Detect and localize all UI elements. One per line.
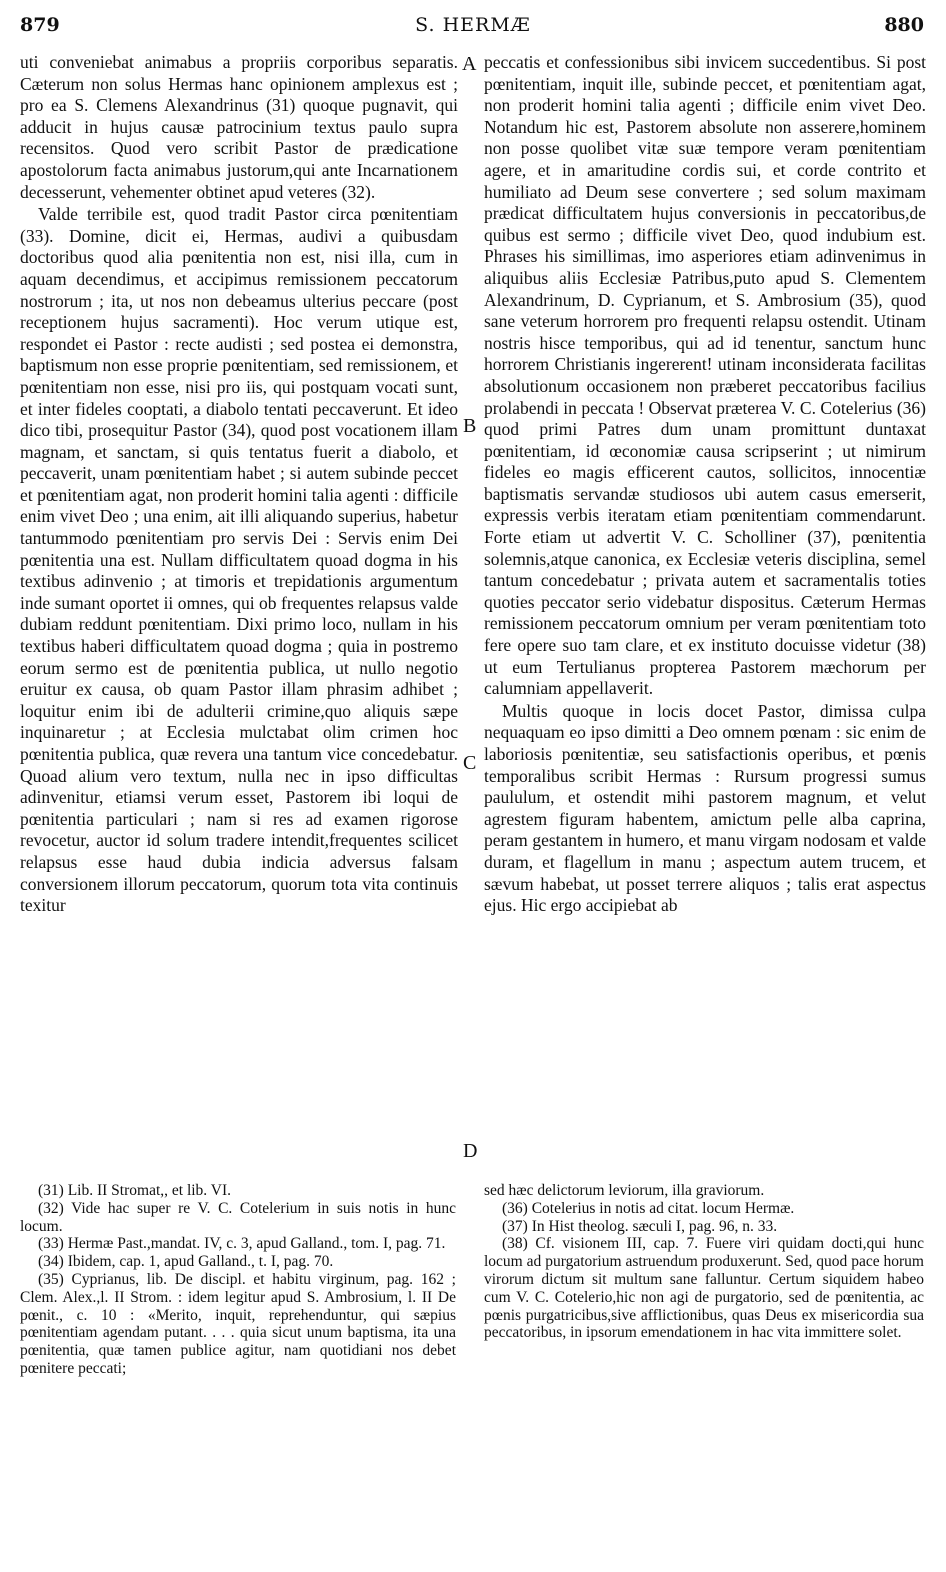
- page-number-right: 880: [884, 14, 924, 36]
- footnote-35: (35) Cyprianus, lib. De discipl. et habitu virginum, pag. 162 ; Clem. Alex.,l. II Strom. : idem legitur apud S. Ambrosium, l. II De pœnit., c. 10 : «Merito, inquit, reprehenduntur, qui sæpius pœnitentiam agendam putant. . . . quia sicut unum baptisma, ita una pœnitentia, quæ tamen publice agitur, nam quotidiani nos debet pœnitere peccati;: [20, 1270, 456, 1377]
- right-column: [484, 52, 926, 917]
- footnote-36: (36) Cotelerius in notis ad citat. locum Hermæ.: [502, 1199, 795, 1217]
- footnote-35-continued: sed hæc delictorum leviorum, illa graviorum.: [484, 1182, 765, 1199]
- page-number-left: 879: [20, 14, 60, 36]
- right-paragraph-1: peccatis et confessionibus sibi invicem succedentibus. Si post pœnitentiam, inquit ille, subinde peccet, et pœnitentiam agat, non proderit homini talia agenti ; difficile enim vivet Deo. Notandum hic est, Pastorem absolute non asserere,hominem non posse quolibet vitæ suæ tempore veram pœnitentiam agere, et in amaritudine cordis sui, et corde contrito et humiliato ad Deum sese convertere ; sed solum maximam prædicat difficultatem hujus conversionis in peccatoribus,de quibus est sermo ; difficile vivet Deo, quod indubium est. Phrases his simillimas, imo asperiores etiam adinvenimus in aliquibus aliis Ecclesiæ Patribus,puto apud S. Clementem Alexandrinum, D. Cyprianum, et S. Ambrosium (35), quod sane veterum horrorem pro frequenti relapsu ostendit. Utinam nostris hisce temporibus, qui ad id tenentur, sanctum hunc horrorem Christianis ingererent! utinam inconsiderata facilitas absolutionum occasionem non præberet peccatoribus facilius prolabendi in peccata ! Observat præterea V. C. Cotelerius (36) quod primi Patres dum unam promittunt duntaxat pœnitentiam, id œconomiæ causa scripserint ; ut nimirum fideles eo magis efficerent cautos, sollicitos, innocentiæ baptismatis servandæ studiosos ubi autem casus emerserit, expressis verbis iteratam etiam pœnitentiam commendarunt. Forte etiam ut advertit V. C. Scholliner (37), pœnitentia solemnis,atque canonica, ex Ecclesiæ veteris disciplina, semel tantum concedebatur ; privata autem et sacramentalis toties quoties peccator serio videbatur dispositus. Cæterum Hermas remissionem peccatorum omnium per veram pœnitentiam toto fere opere suo tam clare, et ex instituto docuisse videtur (38) ut eum Tertulianus propterea Pastorem mæchorum per calumniam appellaverit.: [484, 52, 926, 699]
- right-paragraph-2: Multis quoque in locis docet Pastor, dimissa culpa nequaquam eo ipso dimitti a Deo omnem pœnam : sic enim de laboriosis pœnitentiæ, seu satisfactionis operibus, et pœnis temporalibus scribit Hermas : Rursum progressi sumus paululum, et ostendit mihi pastorem magnum, et velut agrestem figuram habentem, amictum pelle alba caprina, peram gestantem in humero, et manu virgam nodosam et valde duram, et flagellum in manu ; aspectum autem trucem, et sævum habebat, ut posset terrere aliquos ; talis erat aspectus ejus. Hic ergo accipiebat ab: [484, 700, 926, 916]
- running-head: S. HERMÆ: [415, 14, 531, 36]
- footnote-38: (38) Cf. visionem III, cap. 7. Fuere viri quidam docti,qui hunc locum ad purgatorium astruendum produxerunt. Sed, quod pace horum virorum dictum sit multum sane falluntur. Certum siquidem habeo cum V. C. Cotelerio,hic non agi de purgatorio, sed de pœnitentia, ac pœnis purgatricibus,sive afflictionibus, quas Deus ex misericordia sua peccatoribus, in ipsorum emendationem in hac vita immittere solet.: [484, 1235, 924, 1342]
- margin-letter-d: D: [463, 1140, 478, 1162]
- footnote-33: (33) Hermæ Past.,mandat. IV, c. 3, apud Galland., tom. I, pag. 71.: [38, 1235, 446, 1253]
- left-paragraph-1: uti conveniebat animabus a propriis corporibus separatis. Cæterum non solus Hermas hanc opinionem amplexus est ; pro ea S. Clemens Alexandrinus (31) quoque pugnavit, qui adducit in hujus causæ patrocinium textus paulo supra recensitos. Quod vero scribit Pastor de prædicatione apostolorum facta animabus justorum,qui ante Incarnationem decesserunt, vehementer obtinet apud veteres (32).: [20, 52, 458, 202]
- footnotes-right: [484, 1182, 924, 1342]
- footnote-34: (34) Ibidem, cap. 1, apud Galland., t. I, pag. 70.: [38, 1253, 334, 1271]
- margin-letter-a: A: [462, 53, 477, 75]
- footnote-37: (37) In Hist theolog. sæculi I, pag. 96, n. 33.: [502, 1217, 778, 1235]
- margin-letter-b: B: [463, 415, 477, 437]
- footnote-31: (31) Lib. II Stromat,, et lib. VI.: [38, 1182, 232, 1199]
- left-paragraph-2: Valde terribile est, quod tradit Pastor circa pœnitentiam (33). Domine, dicit ei, Hermas, audivi a quibusdam doctoribus quod alia pœnitentia non est, nisi illa, cum in aquam decendimus, et accipimus remissionem peccatorum nostrorum ; ita, ut nos non debeamus ulterius peccare (post receptionem hujus sacramenti). Hoc verum utique est, respondet ei Pastor : recte audisti ; sed postea ei demonstra, baptismum non esse proprie pœnitentiam, sed remissionem, et pœnitentiam non esse, nisi pro iis, qui postquam vocati sunt, et inter fideles cooptati, a diabolo tentati peccaverunt. Et ideo dico tibi, prosequitur Pastor (34), quod post vocationem illam magnam, et sanctam, si quis tentatus fuerit a diabolo, et peccaverit, unam pœnitentiam habet ; si autem subinde peccet et pœnitentiam agat, non proderit homini talia agenti : difficile enim vivet Deo ; una enim, ait illi aliquando superius, habetur tantummodo pœnitentiam pro servis Dei : Servis enim Dei pœnitentia una est. Nullam difficultatem quoad dogma in his textibus adinvenio ; at timoris et trepidationis argumentum inde sumant oportet ii omnes, qui ob frequentes relapsus valde dubiam reddunt pœnitentiam. Dixi primo loco, nullam in his textibus haberi difficultatem quoad dogma ; quia in postremo eorum sermo est de pœnitentia publica, ut nullo negotio eruitur ex causa, ob quam Pastor illam phrasim adhibet ; loquitur enim ibi de adulterii crimine,quo aliquis sæpe inquinaretur ; at Ecclesia mulctabat olim crimen hoc pœnitentia publica, quæ revera una tantum vice concedebatur. Quoad alium vero textum, nulla nec in ipso difficultas adinvenitur, etiamsi verum esset, Pastorem ibi loqui de pœnitentia particulari ; nam si res ad examen rigorose revocetur, auctor id solum tradere intendit,frequentes scilicet relapsus esse haud dubia indicia adversus falsam conversionem illorum peccatorum, quorum tota vita continuis texitur: [20, 204, 458, 916]
- margin-letter-c: C: [463, 752, 477, 774]
- footnote-32: (32) Vide hac super re V. C. Cotelerium in suis notis in hunc locum.: [20, 1199, 456, 1235]
- left-column: [20, 52, 458, 917]
- footnotes-left: [20, 1182, 456, 1378]
